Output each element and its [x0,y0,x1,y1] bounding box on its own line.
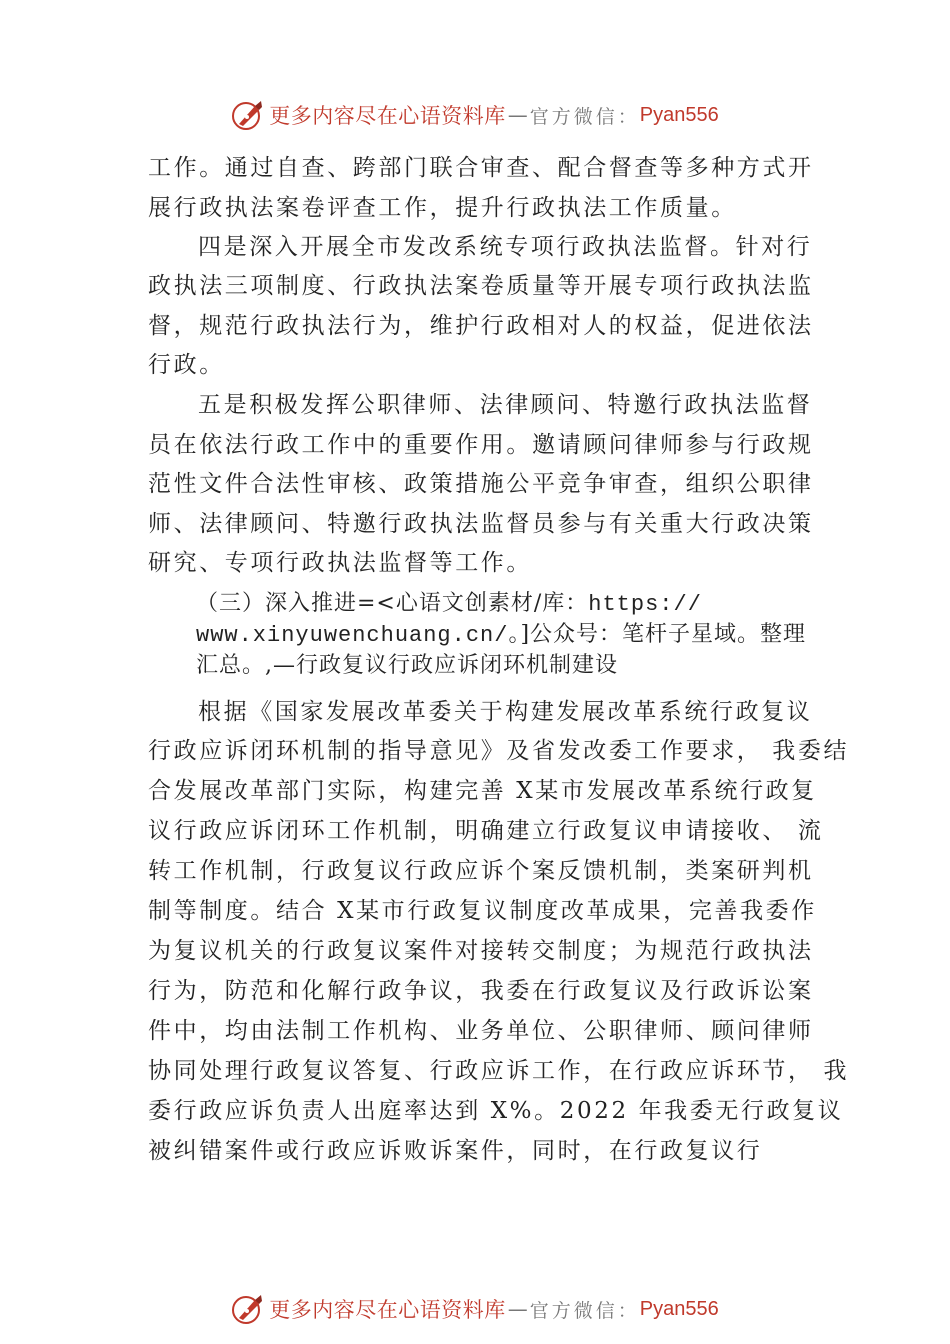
p4-line-6: 制等制度。结合 X某市行政复议制度改革成果，完善我委作 [148,898,817,924]
heading-url-part-2: www.xinyuwenchuang.cn/ [196,623,509,648]
banner-wechat-id: Pyan556 [639,103,719,126]
banner-dash: — [507,1297,528,1321]
p4-line-1: 根据《国家发展改革委关于构建发展改革系统行政复议 [198,699,813,725]
p2-line-4: 行政。 [148,352,225,378]
p3-line-2: 员在依法行政工作中的重要作用。邀请顾问律师参与行政规 [148,432,814,458]
p4-line-10: 协同处理行政复议答复、行政应诉工作，在行政应诉环节， 我 [148,1058,850,1084]
banner-wechat-id: Pyan556 [639,1297,719,1320]
pen-nib-logo-icon [231,1292,265,1326]
p4-line-5: 转工作机制，行政复议行政应诉个案反馈机制，类案研判机 [148,858,814,884]
header-banner [0,95,950,135]
section-heading-line-1 [196,589,702,620]
p3-line-1: 五是积极发挥公职律师、法律顾问、特邀行政执法监督 [198,392,813,418]
section-heading-line-3: 汇总。,—行政复议行政应诉闭环机制建设 [196,653,618,678]
p3-line-5: 研究、专项行政执法监督等工作。 [148,550,532,576]
p4-line-7: 为复议机关的行政复议案件对接转交制度；为规范行政执法 [148,938,814,964]
p4-line-8: 行为，防范和化解行政争议，我委在行政复议及行政诉讼案 [148,978,814,1004]
p4-line-11: 委行政应诉负责人出庭率达到 X%。2022 年我委无行政复议 [148,1098,844,1124]
p4-line-12: 被纠错案件或行政应诉败诉案件，同时，在行政复议行 [148,1138,763,1164]
footer-banner [0,1289,950,1329]
heading-account: 。]公众号：笔杆子星域。整理 [508,622,807,647]
section-heading-line-2 [196,620,806,651]
p4-line-2: 行政应诉闭环机制的指导意见》及省发改委工作要求， 我委结 [148,738,850,764]
p4-line-3: 合发展改革部门实际，构建完善 X某市发展改革系统行政复 [148,778,817,804]
p2-line-1: 四是深入开展全市发改系统专项行政执法监督。针对行 [198,234,813,260]
p4-line-4: 议行政应诉闭环工作机制，明确建立行政复议申请接收、 流 [148,818,824,844]
p3-line-3: 范性文件合法性审核、政策措施公平竞争审查，组织公职律 [148,471,814,497]
banner-wechat-label: 官方微信： [529,1299,640,1322]
p3-line-4: 师、法律顾问、特邀行政执法监督员参与有关重大行政决策 [148,511,814,537]
pen-nib-logo-icon [231,98,265,132]
p2-line-3: 督，规范行政执法行为，维护行政相对人的权益，促进依法 [148,313,814,339]
heading-url-part-1: https:// [588,592,702,617]
heading-prefix: （三）深入推进=<心语文创素材/库： [196,591,589,616]
banner-dash: — [507,103,528,127]
banner-title: 更多内容尽在心语资料库 [269,1298,506,1322]
banner-title: 更多内容尽在心语资料库 [269,104,506,128]
p4-line-9: 件中，均由法制工作机构、业务单位、公职律师、顾问律师 [148,1018,814,1044]
p1-line-1: 工作。通过自查、跨部门联合审查、配合督查等多种方式开 [148,155,814,181]
p2-line-2: 政执法三项制度、行政执法案卷质量等开展专项行政执法监 [148,273,814,299]
banner-wechat-label: 官方微信： [529,105,640,128]
p1-line-2: 展行政执法案卷评查工作，提升行政执法工作质量。 [148,195,737,221]
